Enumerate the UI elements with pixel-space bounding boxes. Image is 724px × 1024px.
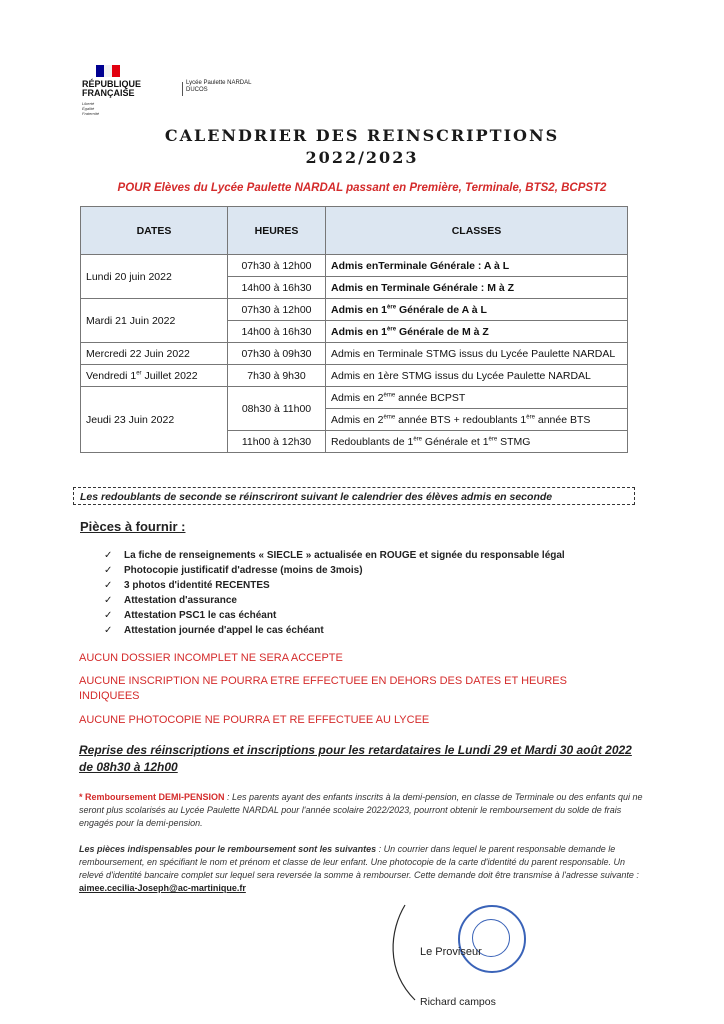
heure-cell: 11h00 à 12h30: [228, 431, 326, 453]
classe-cell: Admis en 1ère Générale de A à L: [326, 299, 628, 321]
classe-cell: Admis en Terminale Générale : M à Z: [326, 277, 628, 299]
check-icon: ✓: [104, 550, 113, 561]
check-icon: ✓: [104, 595, 113, 606]
heure-cell: 7h30 à 9h30: [228, 365, 326, 387]
column-header-classes: CLASSES: [326, 207, 628, 255]
date-cell: Jeudi 23 Juin 2022: [81, 387, 228, 453]
list-item: ✓ La fiche de renseignements « SIECLE » actualisée en ROUGE et signée du responsable légal: [104, 550, 565, 561]
check-icon: ✓: [104, 580, 113, 591]
date-cell: Vendredi 1er Juillet 2022: [81, 365, 228, 387]
check-icon: ✓: [104, 565, 113, 576]
warning-dates: AUCUNE INSCRIPTION NE POURRA ETRE EFFECTUEE EN DEHORS DES DATES ET HEURES INDIQUEES: [79, 675, 567, 702]
classe-cell: Redoublants de 1ère Générale et 1ère STMG: [326, 431, 628, 453]
check-icon: ✓: [104, 610, 113, 621]
heure-cell: 07h30 à 12h00: [228, 255, 326, 277]
table-row: [81, 255, 628, 277]
faint-stamp: [248, 935, 318, 965]
column-header-dates: DATES: [81, 207, 228, 255]
page-subtitle: POUR Elèves du Lycée Paulette NARDAL passant en Première, Terminale, BTS2, BCPST2: [117, 182, 607, 194]
reprise-notice: Reprise des réinscriptions et inscriptions pour les retardataires le Lundi 29 et Mardi 30 août 2022 de 08h30 à 12h00: [79, 743, 632, 774]
date-cell: Mercredi 22 Juin 2022: [81, 343, 228, 365]
reinscription-calendar-table: [80, 206, 628, 453]
logo-divider: [182, 82, 183, 96]
redoublants-note: Les redoublants de seconde se réinscriront suivant le calendrier des élèves admis en seconde: [73, 487, 635, 505]
lycee-name: Lycée Paulette NARDAL DUCOS: [186, 80, 252, 93]
page-title: CALENDRIER DES REINSCRIPTIONS: [164, 126, 560, 145]
heure-cell: 14h00 à 16h30: [228, 277, 326, 299]
remboursement-label: Remboursement DEMI-PENSION: [85, 792, 225, 802]
table-row: [81, 299, 628, 321]
classe-cell: Admis en 2ème année BCPST: [326, 387, 628, 409]
classe-cell: Admis en 1ère STMG issus du Lycée Paulette NARDAL: [326, 365, 628, 387]
pieces-list: [104, 548, 565, 638]
lycee-seal-icon: [458, 905, 526, 973]
table-row: [81, 387, 628, 409]
list-item: ✓ 3 photos d'identité RECENTES: [104, 580, 270, 591]
motto: Liberté Égalité Fraternité: [82, 101, 100, 116]
table-row: [81, 343, 628, 365]
list-item: ✓ Attestation journée d'appel le cas échéant: [104, 625, 324, 636]
republique-francaise-logo: RÉPUBLIQUE FRANÇAISE: [82, 79, 142, 98]
classe-cell: Admis en 2ème année BTS + redoublants 1ère année BTS: [326, 409, 628, 431]
page-title-year: 2022/2023: [305, 148, 419, 167]
list-item: ✓ Attestation d'assurance: [104, 595, 237, 606]
heure-cell: 07h30 à 12h00: [228, 299, 326, 321]
warning-photocopie: AUCUNE PHOTOCOPIE NE POURRA ET RE EFFECTUEE AU LYCEE: [79, 714, 430, 726]
remboursement-paragraph: * Remboursement DEMI-PENSION : Les parents ayant des enfants inscrits à la demi-pension, en classe de Terminale ou des enfants qui ne seront plus scolarisés au Lycée Paulette NARDAL pour l'année scolaire 2022/2023, pourront obtenir le remboursement du solde de frais engagés pour la demi-pension.: [79, 792, 643, 828]
table-header-row: [81, 207, 628, 255]
signature-name: Richard campos: [420, 996, 496, 1008]
heure-cell: 08h30 à 11h00: [228, 387, 326, 431]
heure-cell: 07h30 à 09h30: [228, 343, 326, 365]
pieces-heading: Pièces à fournir :: [80, 519, 186, 534]
column-header-heures: HEURES: [228, 207, 326, 255]
marianne-flag-icon: [96, 65, 122, 77]
table-row: [81, 365, 628, 387]
pieces-indispensables-paragraph: Les pièces indispensables pour le remboursement sont les suivantes : Un courrier dans lequel le parent responsable demande le remboursement, en spécifiant le nom et prénom et classe de leur enfant. Une photocopie de la carte d'identité du parent responsable. Un relevé d'identité bancaire complet sur lequel sera reversée la somme à rembourser. Cette demande doit être transmise à l'adresse suivante : aimee.cecilia-Joseph@ac-martinique.fr: [79, 844, 639, 893]
date-cell: Lundi 20 juin 2022: [81, 255, 228, 299]
classe-cell: Admis en 1ère Générale de M à Z: [326, 321, 628, 343]
signature-role: Le Proviseur: [420, 946, 482, 958]
check-icon: ✓: [104, 625, 113, 636]
list-item: ✓ Attestation PSC1 le cas échéant: [104, 610, 277, 621]
date-cell: Mardi 21 Juin 2022: [81, 299, 228, 343]
list-item: ✓ Photocopie justificatif d'adresse (moins de 3mois): [104, 565, 363, 576]
classe-cell: Admis enTerminale Générale : A à L: [326, 255, 628, 277]
heure-cell: 14h00 à 16h30: [228, 321, 326, 343]
email-link[interactable]: aimee.cecilia-Joseph@ac-martinique.fr: [79, 883, 246, 893]
classe-cell: Admis en Terminale STMG issus du Lycée Paulette NARDAL: [326, 343, 628, 365]
warning-incomplet: AUCUN DOSSIER INCOMPLET NE SERA ACCEPTE: [79, 652, 343, 664]
